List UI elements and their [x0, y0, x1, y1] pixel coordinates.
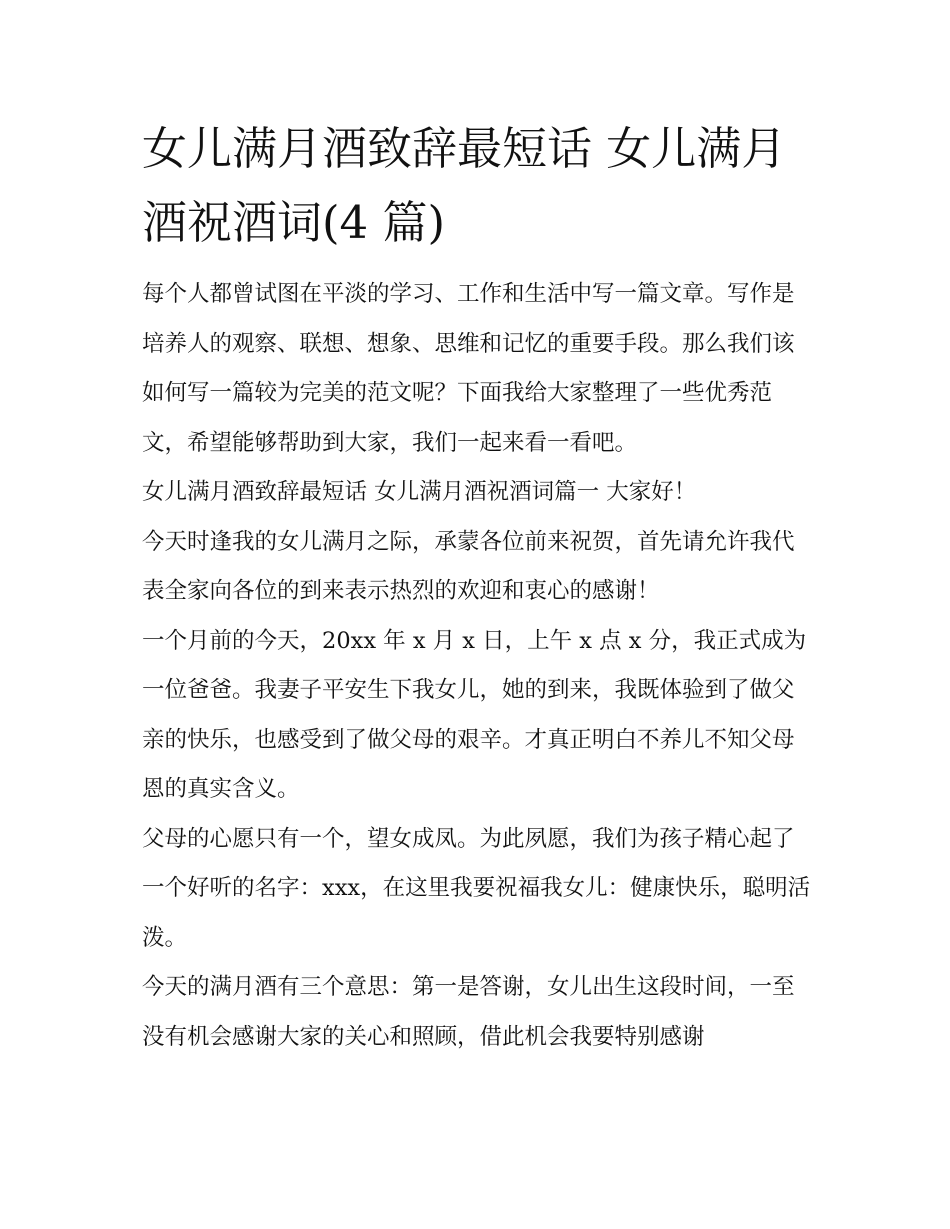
- paragraph-section-heading: 女儿满月酒致辞最短话 女儿满月酒祝酒词篇一 大家好！: [142, 479, 697, 505]
- paragraph-name: 父母的心愿只有一个，望女成凤。为此夙愿，我们为孩子精心起了一个好听的名字：xxx，在这里我要祝福我女儿：健康快乐，聪明活泼。: [142, 825, 811, 951]
- paragraph-thanks: 今天的满月酒有三个意思：第一是答谢，女儿出生这段时间，一至没有机会感谢大家的关心和照顾，借此机会我要特别感谢: [142, 974, 795, 1050]
- paragraph-greeting: 今天时逢我的女儿满月之际，承蒙各位前来祝贺，首先请允许我代表全家向各位的到来表示热烈的欢迎和衷心的感谢！: [142, 528, 795, 604]
- paragraph-intro: 每个人都曾试图在平淡的学习、工作和生活中写一篇文章。写作是培养人的观察、联想、想象、思维和记忆的重要手段。那么我们该如何写一篇较为完美的范文呢？下面我给大家整理了一些优秀范文，希望能够帮助到大家，我们一起来看一看吧。: [142, 281, 795, 456]
- document-title: 女儿满月酒致辞最短话 女儿满月酒祝酒词(4 篇): [142, 122, 787, 249]
- document-body: [142, 112, 812, 1062]
- paragraph-birth: 一个月前的今天，20xx 年 x 月 x 日，上午 x 点 x 分，我正式成为一位爸爸。我妻子平安生下我女儿，她的到来，我既体验到了做父亲的快乐，也感受到了做父母的艰辛。才真正明白不养儿不知父母恩的真实含义。: [142, 627, 807, 802]
